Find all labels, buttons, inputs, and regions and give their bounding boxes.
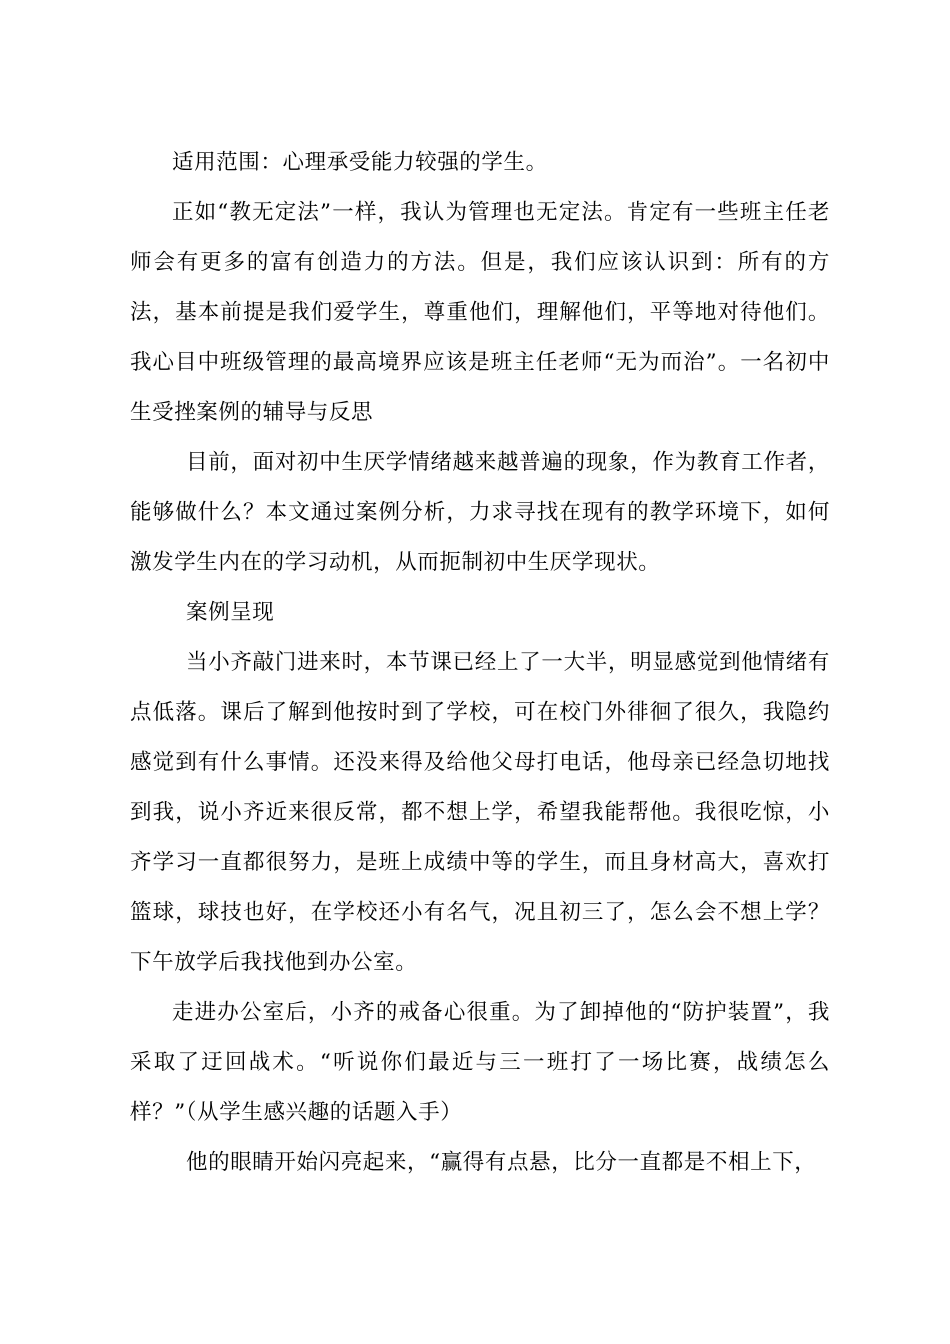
paragraph-office: 走进办公室后，小齐的戒备心很重。为了卸掉他的“防护装置”，我采取了迂回战术。“听说你们最近与三一班打了一场比赛，战绩怎么样？”（从学生感兴趣的话题入手） xyxy=(130,1000,830,1125)
paragraph-scope: 适用范围：心理承受能力较强的学生。 xyxy=(172,150,548,175)
section-heading-case: 案例呈现 xyxy=(186,600,275,625)
paragraph-intro: 目前，面对初中生厌学情绪越来越普遍的现象，作为教育工作者，能够做什么？本文通过案例分析，力求寻找在现有的教学环境下，如何激发学生内在的学习动机，从而扼制初中生厌学现状。 xyxy=(130,450,830,575)
paragraph-management: 正如“教无定法”一样，我认为管理也无定法。肯定有一些班主任老师会有更多的富有创造力的方法。但是，我们应该认识到：所有的方法，基本前提是我们爱学生，尊重他们，理解他们，平等地对待他们。我心目中班级管理的最高境界应该是班主任老师“无为而治”。一名初中生受挫案例的辅导与反思 xyxy=(130,200,830,425)
paragraph-case-story: 当小齐敲门进来时，本节课已经上了一大半，明显感觉到他情绪有点低落。课后了解到他按时到了学校，可在校门外徘徊了很久，我隐约感觉到有什么事情。还没来得及给他父母打电话，他母亲已经急切地找到我，说小齐近来很反常，都不想上学，希望我能帮他。我很吃惊，小齐学习一直都很努力，是班上成绩中等的学生，而且身材高大，喜欢打篮球，球技也好，在学校还小有名气，况且初三了，怎么会不想上学？下午放学后我找他到办公室。 xyxy=(130,650,830,975)
paragraph-reply: 他的眼睛开始闪亮起来，“赢得有点悬，比分一直都是不相上下， xyxy=(186,1150,817,1175)
